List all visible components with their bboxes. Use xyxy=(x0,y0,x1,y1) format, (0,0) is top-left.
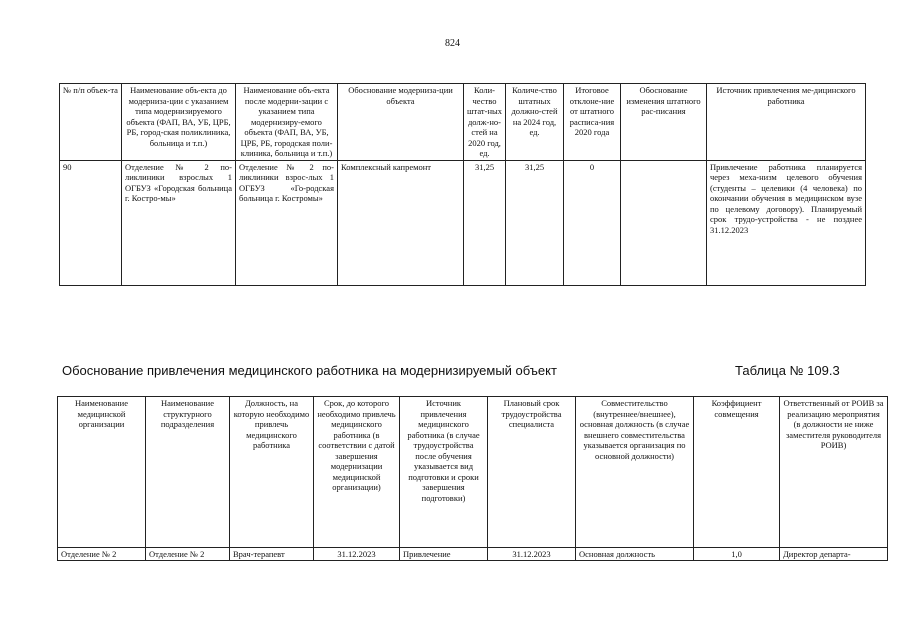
t1-header-deviation: Итоговое отклоне-ние от штатного расписа-ния 2020 года xyxy=(564,84,621,161)
t1-cell-staff-2020: 31,25 xyxy=(464,160,506,285)
t2-cell-position: Врач-терапевт xyxy=(230,548,314,561)
t2-header-deadline: Срок, до которого необходимо привлечь медицинского работника (в соответствии с датой завершения модернизации медицинской организации) xyxy=(314,397,400,548)
t2-header-position: Должность, на которую необходимо привлечь медицинского работника xyxy=(230,397,314,548)
t1-cell-justification: Комплексный капремонт xyxy=(338,160,464,285)
t1-cell-staff-change-reason xyxy=(621,160,707,285)
worker-attraction-table xyxy=(57,396,888,561)
t2-cell-deadline: 31.12.2023 xyxy=(314,548,400,561)
t1-header-number: № п/п объек-та xyxy=(60,84,122,161)
t1-header-name-before: Наименование объ-екта до модерниза-ции с указанием типа модернизируемого объекта (ФАП, ВА, УБ, ЦРБ, РБ, город-ская поликлиника, больница и т.п.) xyxy=(122,84,236,161)
t1-header-staff-2024: Количе-ство штатных должно-стей на 2024 год, ед. xyxy=(506,84,564,161)
table1-header-row xyxy=(60,84,866,161)
t2-cell-source: Привлечение xyxy=(400,548,488,561)
t1-cell-deviation: 0 xyxy=(564,160,621,285)
t1-cell-staff-2024: 31,25 xyxy=(506,160,564,285)
t1-header-name-after: Наименование объ-екта после модерни-зации с указанием типа модернизиру-емого объекта (ФАП, ВА, УБ, ЦРБ, РБ, городская поли-клиника, больница и т.п.) xyxy=(236,84,338,161)
t2-cell-organization: Отделение № 2 xyxy=(58,548,146,561)
t1-header-staff-2020: Коли-чество штат-ных долж-но-стей на 2020 год, ед. xyxy=(464,84,506,161)
t1-header-staff-change-reason: Обоснование изменения штатного рас-писания xyxy=(621,84,707,161)
t1-cell-name-after: Отделение № 2 по-ликлиники взрос-лых 1 ОГБУЗ «Го-родская больница г. Костромы» xyxy=(236,160,338,285)
table2-header-row xyxy=(58,397,888,548)
table-number: Таблица № 109.3 xyxy=(735,363,840,378)
t2-cell-combination: Основная должность xyxy=(576,548,694,561)
t2-cell-coefficient: 1,0 xyxy=(694,548,780,561)
t2-header-responsible: Ответственный от РОИВ за реализацию мероприятия (в должности не ниже заместителя руководителя РОИВ) xyxy=(780,397,888,548)
t2-cell-unit: Отделение № 2 xyxy=(146,548,230,561)
t2-header-combination: Совместительство (внутреннее/внешнее), основная должность (в случае внешнего совместительства указывается организация по основной должности) xyxy=(576,397,694,548)
t2-header-unit: Наименование структурного подразделения xyxy=(146,397,230,548)
t2-header-organization: Наименование медицинской организации xyxy=(58,397,146,548)
t1-cell-worker-source: Привлечение работника планируется через меха-низм целевого обучения (студенты – целевики (4 человека) по окончании обучения в медицинском вузе по целевому договору). Планируемый срок трудо-устройства - не позднее 31.12.2023 xyxy=(707,160,866,285)
page-number: 824 xyxy=(445,38,460,49)
t1-cell-name-before: Отделение № 2 по-ликлиники взрослых 1 ОГБУЗ «Городская больница г. Костро-мы» xyxy=(122,160,236,285)
t2-header-planned-date: Плановый срок трудоустройства специалиста xyxy=(488,397,576,548)
t1-header-justification: Обоснование модерниза-ции объекта xyxy=(338,84,464,161)
t2-header-source: Источник привлечения медицинского работника (в случае трудоустройства после обучения указывается вид подготовки и сроки завершения подготовки) xyxy=(400,397,488,548)
t2-cell-responsible: Директор департа- xyxy=(780,548,888,561)
t1-cell-number: 90 xyxy=(60,160,122,285)
table-row xyxy=(60,160,866,285)
t1-header-worker-source: Источник привлечения ме-дицинского работника xyxy=(707,84,866,161)
t2-cell-planned-date: 31.12.2023 xyxy=(488,548,576,561)
t2-header-coefficient: Коэффициент совмещения xyxy=(694,397,780,548)
section-title: Обоснование привлечения медицинского работника на модернизируемый объект xyxy=(62,363,557,378)
table-row xyxy=(58,548,888,561)
modernization-objects-table xyxy=(59,83,866,286)
